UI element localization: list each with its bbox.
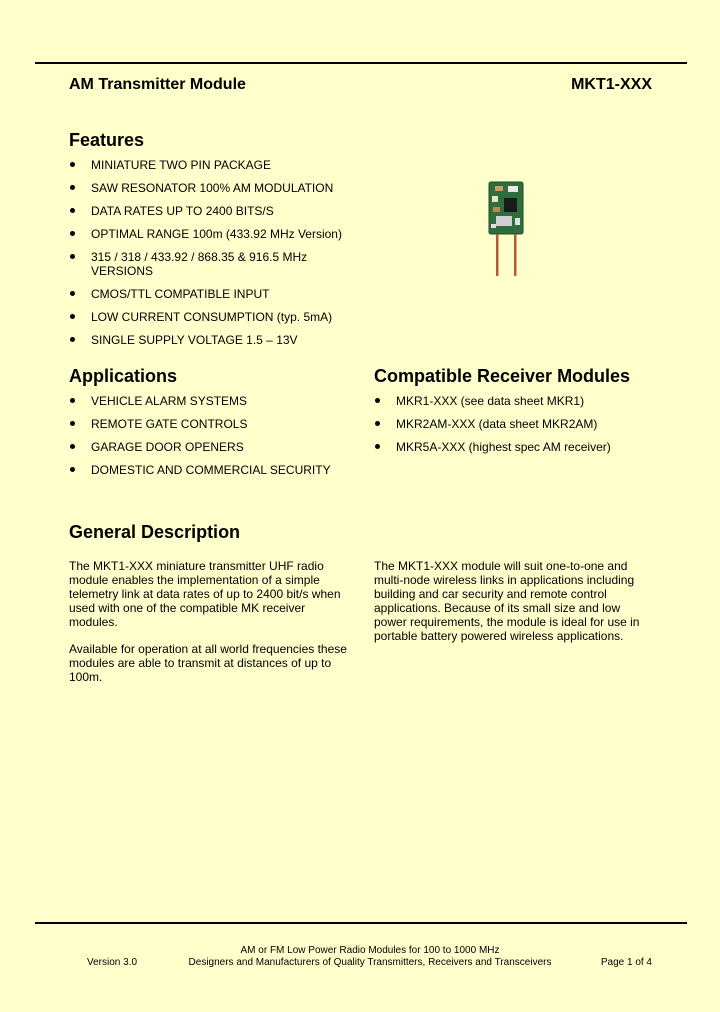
applications-heading: Applications <box>69 366 178 386</box>
doc-title: AM Transmitter Module <box>69 76 246 93</box>
component <box>492 196 498 202</box>
footer-line-2: Designers and Manufacturers of Quality Transmitters, Receivers and Transceivers <box>188 957 552 968</box>
feature-item: SINGLE SUPPLY VOLTAGE 1.5 – 13V <box>69 333 359 347</box>
pin <box>496 234 499 276</box>
receivers-heading: Compatible Receiver Modules <box>374 366 631 386</box>
feature-item: SAW RESONATOR 100% AM MODULATION <box>69 181 359 195</box>
header-rule <box>35 62 687 64</box>
receiver-item: MKR1-XXX (see data sheet MKR1) <box>374 394 674 408</box>
component <box>493 207 500 212</box>
transmitter-module-image <box>482 180 532 278</box>
component <box>508 186 518 192</box>
footer-line-1: AM or FM Low Power Radio Modules for 100 to 1000 MHz <box>240 945 500 956</box>
feature-item: 315 / 318 / 433.92 / 868.35 & 916.5 MHz VERSIONS <box>69 250 331 278</box>
receiver-item: MKR5A-XXX (highest spec AM receiver) <box>374 440 674 454</box>
model-number: MKT1-XXX <box>571 76 652 93</box>
feature-item: DATA RATES UP TO 2400 BITS/S <box>69 204 359 218</box>
description-paragraph-2: Available for operation at all world frequencies these modules are able to transmit at distances of up to 100m. <box>69 642 347 684</box>
application-item: REMOTE GATE CONTROLS <box>69 417 359 431</box>
feature-item: CMOS/TTL COMPATIBLE INPUT <box>69 287 359 301</box>
footer-page: Page 1 of 4 <box>600 957 652 968</box>
chip <box>504 198 517 212</box>
receivers-list <box>374 394 674 454</box>
component <box>495 186 503 191</box>
description-paragraph-1: The MKT1-XXX miniature transmitter UHF radio module enables the implementation of a simple telemetry link at data rates of up to 2400 bit/s when used with one of the compatible MK receiver modules. <box>69 559 341 629</box>
pin <box>514 234 517 276</box>
application-item: VEHICLE ALARM SYSTEMS <box>69 394 359 408</box>
component <box>491 224 496 228</box>
component <box>496 216 512 226</box>
feature-item: LOW CURRENT CONSUMPTION (typ. 5mA) <box>69 310 359 324</box>
feature-item: MINIATURE TWO PIN PACKAGE <box>69 158 359 172</box>
description-paragraph-3: The MKT1-XXX module will suit one-to-one and multi-node wireless links in applications including building and car security and remote control applications. Because of its small size and low power requirements, the module is ideal for use in portable battery powered wireless applications. <box>374 559 640 643</box>
footer-rule <box>35 922 687 924</box>
features-heading: Features <box>69 130 145 150</box>
applications-list <box>69 394 359 477</box>
features-list <box>69 158 359 347</box>
feature-item: OPTIMAL RANGE 100m (433.92 MHz Version) <box>69 227 359 241</box>
receiver-item: MKR2AM-XXX (data sheet MKR2AM) <box>374 417 674 431</box>
description-heading: General Description <box>69 522 241 542</box>
component <box>515 218 520 225</box>
footer-version: Version 3.0 <box>87 957 138 968</box>
application-item: GARAGE DOOR OPENERS <box>69 440 359 454</box>
application-item: DOMESTIC AND COMMERCIAL SECURITY <box>69 463 359 477</box>
